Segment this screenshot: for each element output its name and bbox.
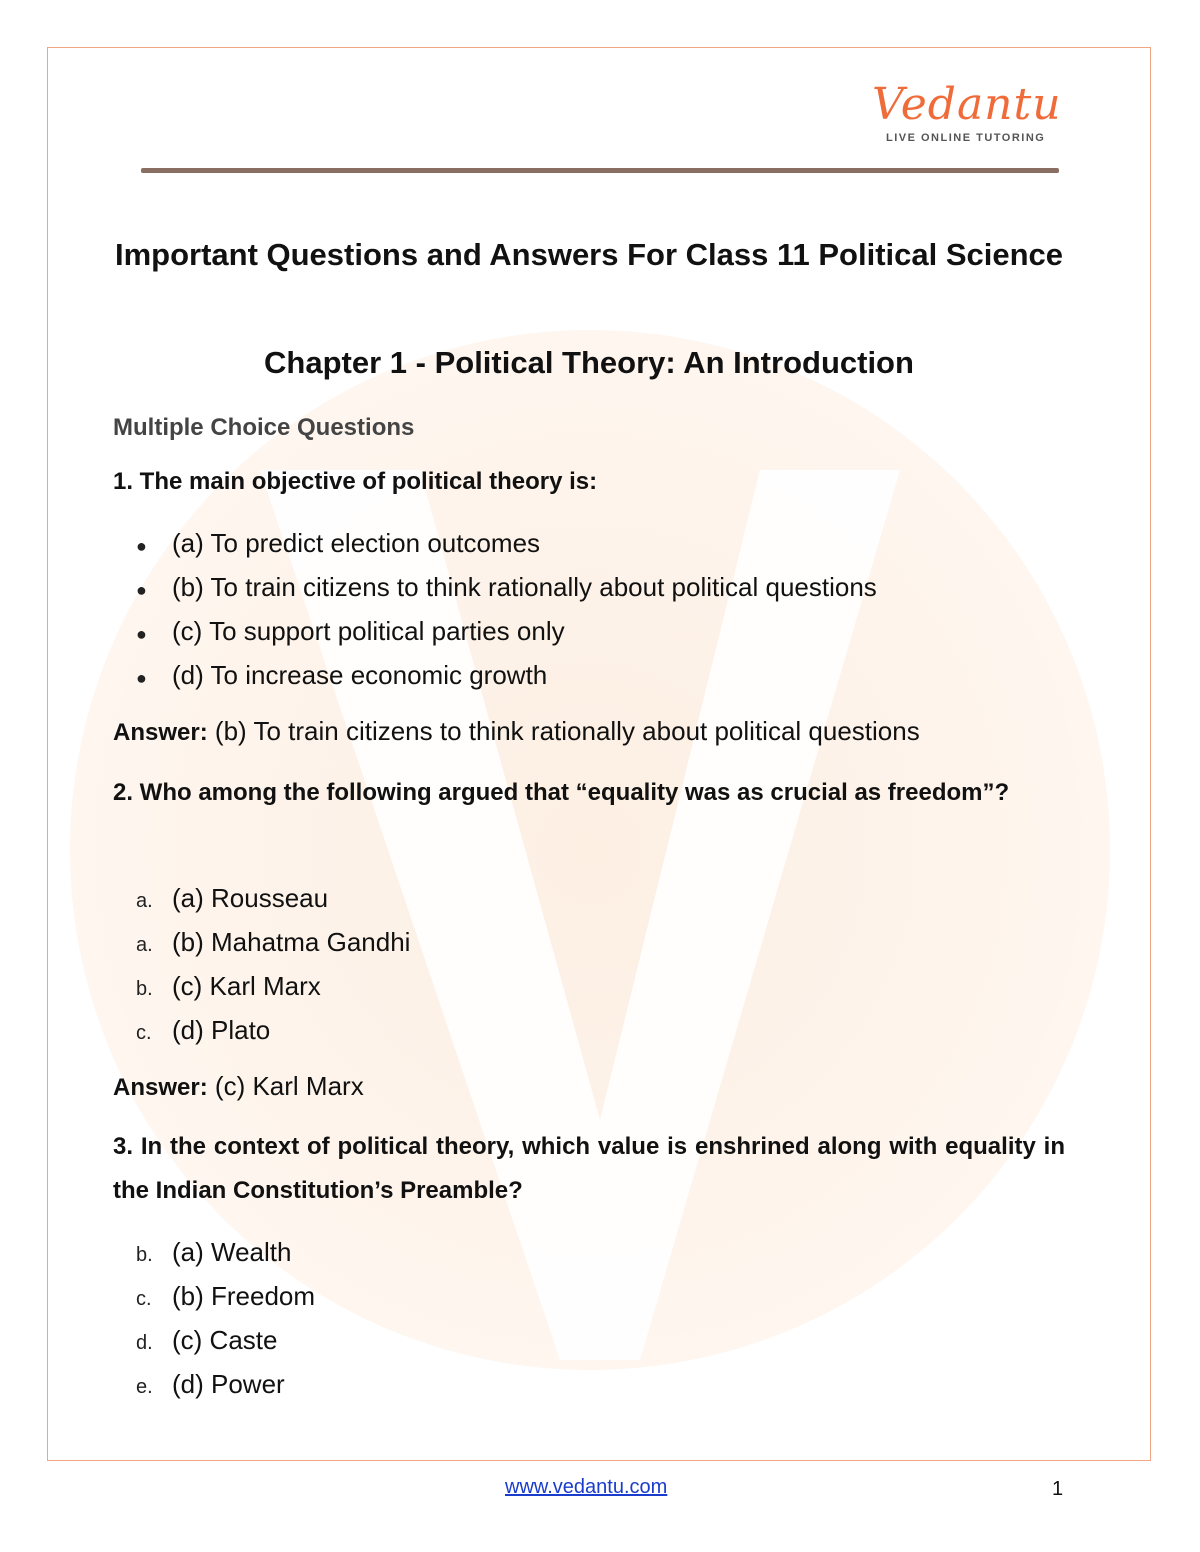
list-marker: e. [136,1376,153,1398]
answer-label: Answer: [113,1074,208,1101]
question-1-option-c [136,611,565,654]
option-text: (c) To support political parties only [172,616,565,646]
option-text: (b) Freedom [172,1281,316,1311]
list-marker: c. [136,1288,152,1310]
question-3-option-a [136,1232,291,1275]
option-text: (c) Caste [172,1325,278,1355]
footer-website-link[interactable]: www.vedantu.com [505,1476,668,1498]
question-1-option-a [136,523,540,566]
question-1-option-d [136,655,547,698]
option-text: (d) Power [172,1369,285,1399]
answer-text: (c) Karl Marx [214,1071,364,1101]
question-3-option-d [136,1364,285,1407]
chapter-title: Chapter 1 - Political Theory: An Introduction [264,345,914,380]
vedantu-logo [872,79,1062,150]
question-1: 1. The main objective of political theory is: [113,468,598,495]
list-marker: b. [136,978,153,1000]
option-text: (b) Mahatma Gandhi [172,927,411,957]
document-title: Important Questions and Answers For Class 11 Political Science [114,237,1064,272]
question-3-option-c [136,1320,277,1363]
option-text: (d) To increase economic growth [172,660,548,690]
header-divider [141,168,1059,173]
bullet-marker: ● [136,624,147,644]
question-2-option-b [136,922,410,965]
answer-label: Answer: [113,719,208,746]
list-marker: a. [136,890,153,912]
page-number: 1 [1052,1478,1064,1500]
question-1-option-b [136,567,877,610]
logo-wordmark: Vedantu [872,79,1062,130]
option-text: (d) Plato [172,1015,271,1045]
answer-text: (b) To train citizens to think rationally about political questions [214,716,920,746]
option-text: (a) Rousseau [172,883,329,913]
section-heading: Multiple Choice Questions [113,414,415,441]
list-marker: d. [136,1332,153,1354]
question-1-answer [113,711,920,753]
question-2-answer [113,1066,364,1108]
option-text: (a) To predict election outcomes [172,528,541,558]
question-2: 2. Who among the following argued that “equality was as crucial as freedom”? [113,779,1010,806]
question-3-option-b [136,1276,315,1319]
question-2-option-c [136,966,321,1009]
bullet-marker: ● [136,668,147,688]
list-marker: a. [136,934,153,956]
question-2-option-d [136,1010,270,1053]
option-text: (a) Wealth [172,1237,292,1267]
question-3: 3. In the context of political theory, which value is enshrined along with equality in the Indian Constitution’s Preamble? [113,1133,1065,1204]
list-marker: c. [136,1022,152,1044]
bullet-marker: ● [136,580,147,600]
option-text: (b) To train citizens to think rationally about political questions [172,572,877,602]
bullet-marker: ● [136,536,147,556]
option-text: (c) Karl Marx [172,971,321,1001]
logo-tagline: LIVE ONLINE TUTORING [886,132,1046,144]
question-2-option-a [136,878,328,921]
list-marker: b. [136,1244,153,1266]
